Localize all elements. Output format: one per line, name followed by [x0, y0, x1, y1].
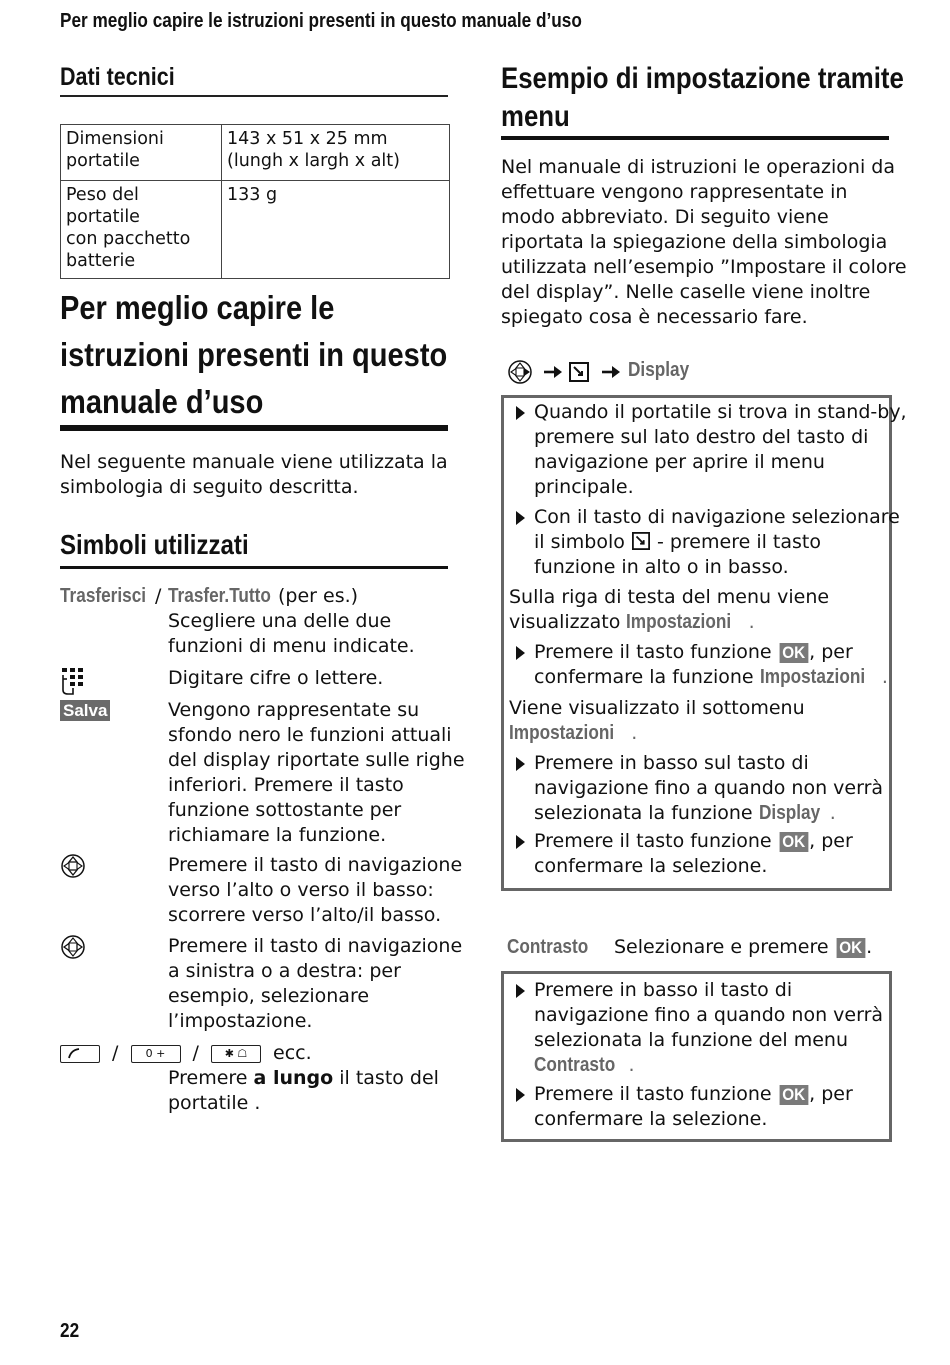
ok-softkey: OK — [779, 643, 807, 663]
menu-word: Contrasto — [507, 936, 589, 958]
nav-key-icon — [507, 359, 533, 385]
ok-softkey: OK — [779, 1085, 807, 1105]
menu-word: Display — [758, 802, 820, 824]
divider — [60, 95, 448, 97]
salva-softkey: Salva — [60, 700, 110, 721]
bullet-triangle-icon — [516, 406, 525, 420]
menu-word: Impostazioni — [759, 666, 865, 688]
nav-key-leftright-icon — [60, 934, 86, 960]
settings-symbol-icon — [569, 362, 589, 382]
list-item: Con il tasto di navigazione selezionare il simbolo - premere il tasto funzione in alto o in basso. — [534, 506, 900, 578]
key-zero-icon: 0 + — [131, 1045, 181, 1063]
bullet-triangle-icon — [516, 835, 525, 849]
list-item: Premere in basso il tasto di navigazione fino a quando non verrà selezionata la funzione del menu Contrasto . — [534, 979, 884, 1076]
list-item: Premere il tasto funzione OK , per confermare la funzione Impostazioni . — [534, 641, 888, 688]
bullet-triangle-icon — [516, 511, 525, 525]
symbol-desc: Premere il tasto di navigazione verso l’alto o verso il basso: scorrere verso l’alto/il basso. — [168, 854, 463, 926]
table-cell: Peso del portatile con pacchetto batterie — [61, 181, 222, 279]
table-cell: 133 g — [222, 181, 450, 279]
list-item: Premere il tasto funzione OK , per confermare la selezione. — [534, 830, 853, 877]
simboli-heading: Simboli utilizzati — [60, 529, 249, 560]
menu-word: Contrasto — [534, 1054, 616, 1076]
table-row — [61, 125, 450, 181]
contrasto-row — [507, 935, 601, 960]
divider — [501, 136, 889, 140]
symbol-desc: Scegliere una delle due funzioni di menu indicate. — [168, 610, 415, 657]
keys-row: / 0 + / ✱ ☖ ecc. — [60, 1041, 312, 1066]
arrow-right-icon — [601, 364, 621, 380]
ok-softkey: OK — [836, 938, 864, 958]
info-paragraph: Viene visualizzato il sottomenu Impostazioni . — [509, 697, 805, 744]
list-item: Premere in basso sul tasto di navigazione fino a quando non verrà selezionata la funzione Display . — [534, 752, 884, 824]
menu-word: Impostazioni — [626, 611, 732, 633]
table-cell: Dimensioni portatile — [61, 125, 222, 181]
list-item: Quando il portatile si trova in stand-by, premere sul lato destro del tasto di navigazione per aprire il menu principale. — [534, 401, 907, 498]
symbol-row-menu-2 — [168, 584, 288, 609]
menu-word: Trasferisci — [60, 585, 147, 607]
bullet-triangle-icon — [516, 984, 525, 998]
menu-word: Trasfer.Tutto — [168, 585, 271, 607]
esempio-heading: Esempio di impostazione tramite menu — [501, 62, 904, 133]
symbol-desc: Vengono rappresentate su sfondo nero le funzioni attuali del display riportate sulle righe inferiori. Premere il tasto funzione sottostante per richiamare la funzione. — [168, 699, 465, 846]
arrow-right-icon — [543, 364, 563, 380]
settings-symbol-icon — [631, 532, 651, 550]
divider — [60, 566, 448, 569]
page-number: 22 — [60, 1320, 80, 1342]
menu-path: Display — [507, 358, 807, 386]
keypad-icon — [60, 666, 90, 696]
bullet-triangle-icon — [516, 757, 525, 771]
intro-text: Nel seguente manuale viene utilizzata la simbologia di seguito descritta. — [60, 451, 448, 498]
instruction-box — [501, 971, 892, 1142]
divider — [60, 425, 448, 431]
running-head: Per meglio capire le istruzioni presenti in questo manuale d’uso — [60, 10, 582, 32]
table-row — [61, 181, 450, 279]
contrasto-desc: Selezionare e premere OK . — [614, 936, 873, 958]
esempio-paragraph: Nel manuale di istruzioni le operazioni da effettuare vengono rappresentate in modo abbreviato. Di seguito viene riportata la spiegazione della simbologia utilizzata nell’esempio ”Impostare il colore del display”. Nelle caselle viene inoltre spiegato cosa è necessario fare. — [501, 156, 907, 328]
per-es: (per es.) — [278, 585, 359, 607]
talk-key-icon — [60, 1045, 100, 1063]
list-item: Premere il tasto funzione OK , per confermare la selezione. — [534, 1083, 853, 1130]
menu-word: Impostazioni — [509, 722, 615, 744]
key-star-icon: ✱ ☖ — [211, 1045, 261, 1063]
symbol-desc: Digitare cifre o lettere. — [168, 667, 384, 689]
ok-softkey: OK — [779, 832, 807, 852]
bullet-triangle-icon — [516, 646, 525, 660]
bullet-triangle-icon — [516, 1088, 525, 1102]
table-cell: 143 x 51 x 25 mm (lungh x largh x alt) — [222, 125, 450, 181]
info-paragraph: Sulla riga di testa del menu viene visualizzato Impostazioni . — [509, 586, 830, 633]
dati-tecnici-heading: Dati tecnici — [60, 63, 175, 91]
symbol-desc: Premere a lungo il tasto del portatile . — [168, 1067, 439, 1114]
page-title: Per meglio capire le istruzioni presenti in questo manuale d’uso — [60, 289, 448, 420]
symbol-slash: / — [155, 585, 162, 607]
symbol-desc: Premere il tasto di navigazione a sinistra o a destra: per esempio, selezionare l’impostazione. — [168, 935, 463, 1032]
instruction-box — [501, 395, 907, 891]
nav-key-updown-icon — [60, 853, 86, 879]
specs-table — [60, 124, 450, 279]
